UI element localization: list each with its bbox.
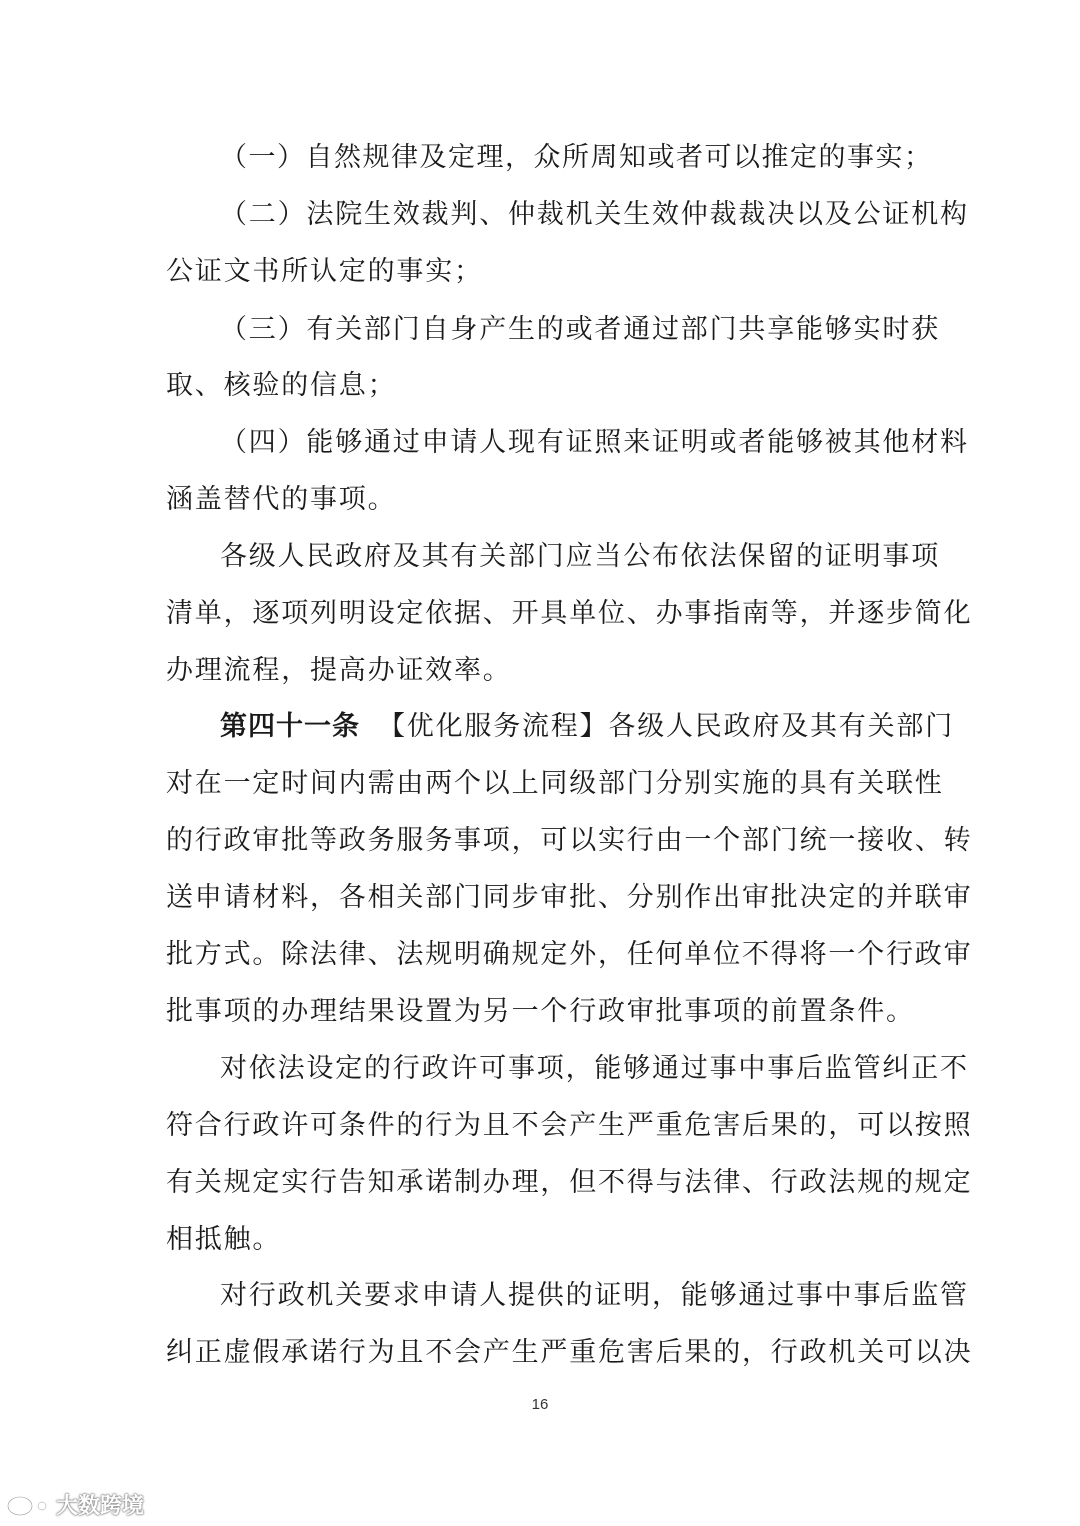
watermark-text: 大数跨境 — [56, 1493, 145, 1519]
text-line: 办理流程，提高办证效率。 — [166, 655, 512, 686]
text-line: 的行政审批等政务服务事项，可以实行由一个部门统一接收、转 — [166, 825, 973, 856]
text-line: 对在一定时间内需由两个以上同级部门分别实施的具有关联性 — [166, 768, 944, 799]
text-line: 相抵触。 — [166, 1224, 282, 1255]
text-line: 清单，逐项列明设定依据、开具单位、办事指南等，并逐步简化 — [166, 598, 973, 629]
text-line: 批方式。除法律、法规明确规定外，任何单位不得将一个行政审 — [166, 939, 973, 970]
text-line: 有关规定实行告知承诺制办理，但不得与法律、行政法规的规定 — [166, 1167, 973, 1198]
text-line: （三）有关部门自身产生的或者通过部门共享能够实时获 — [220, 314, 940, 345]
text-line: 送申请材料，各相关部门同步审批、分别作出审批决定的并联审 — [166, 882, 973, 913]
text-line: 各级人民政府及其有关部门应当公布依法保留的证明事项 — [220, 541, 940, 572]
text-line: 对依法设定的行政许可事项，能够通过事中事后监管纠正不 — [220, 1053, 969, 1084]
text-line: 符合行政许可条件的行为且不会产生严重危害后果的，可以按照 — [166, 1110, 973, 1141]
text-line: 涵盖替代的事项。 — [166, 484, 397, 515]
text-line: （二）法院生效裁判、仲裁机关生效仲裁裁决以及公证机构 — [220, 199, 969, 230]
text-line: 公证文书所认定的事实； — [166, 256, 483, 287]
text-line: 取、核验的信息； — [166, 370, 397, 401]
article-heading-line — [220, 707, 954, 747]
article-number: 第四十一条 — [220, 711, 360, 742]
watermark — [6, 1490, 144, 1518]
text-line: 对行政机关要求申请人提供的证明，能够通过事中事后监管 — [220, 1280, 969, 1311]
text-line: （四）能够通过申请人现有证照来证明或者能够被其他材料 — [220, 427, 969, 458]
weibo-logo-icon — [6, 1491, 50, 1517]
text-line: （一）自然规律及定理，众所周知或者可以推定的事实； — [220, 142, 933, 173]
text-line: 【优化服务流程】各级人民政府及其有关部门 — [378, 711, 954, 742]
page-number: 16 — [531, 1396, 549, 1413]
text-line: 批事项的办理结果设置为另一个行政审批事项的前置条件。 — [166, 996, 915, 1027]
text-line: 纠正虚假承诺行为且不会产生严重危害后果的，行政机关可以决 — [166, 1337, 973, 1368]
